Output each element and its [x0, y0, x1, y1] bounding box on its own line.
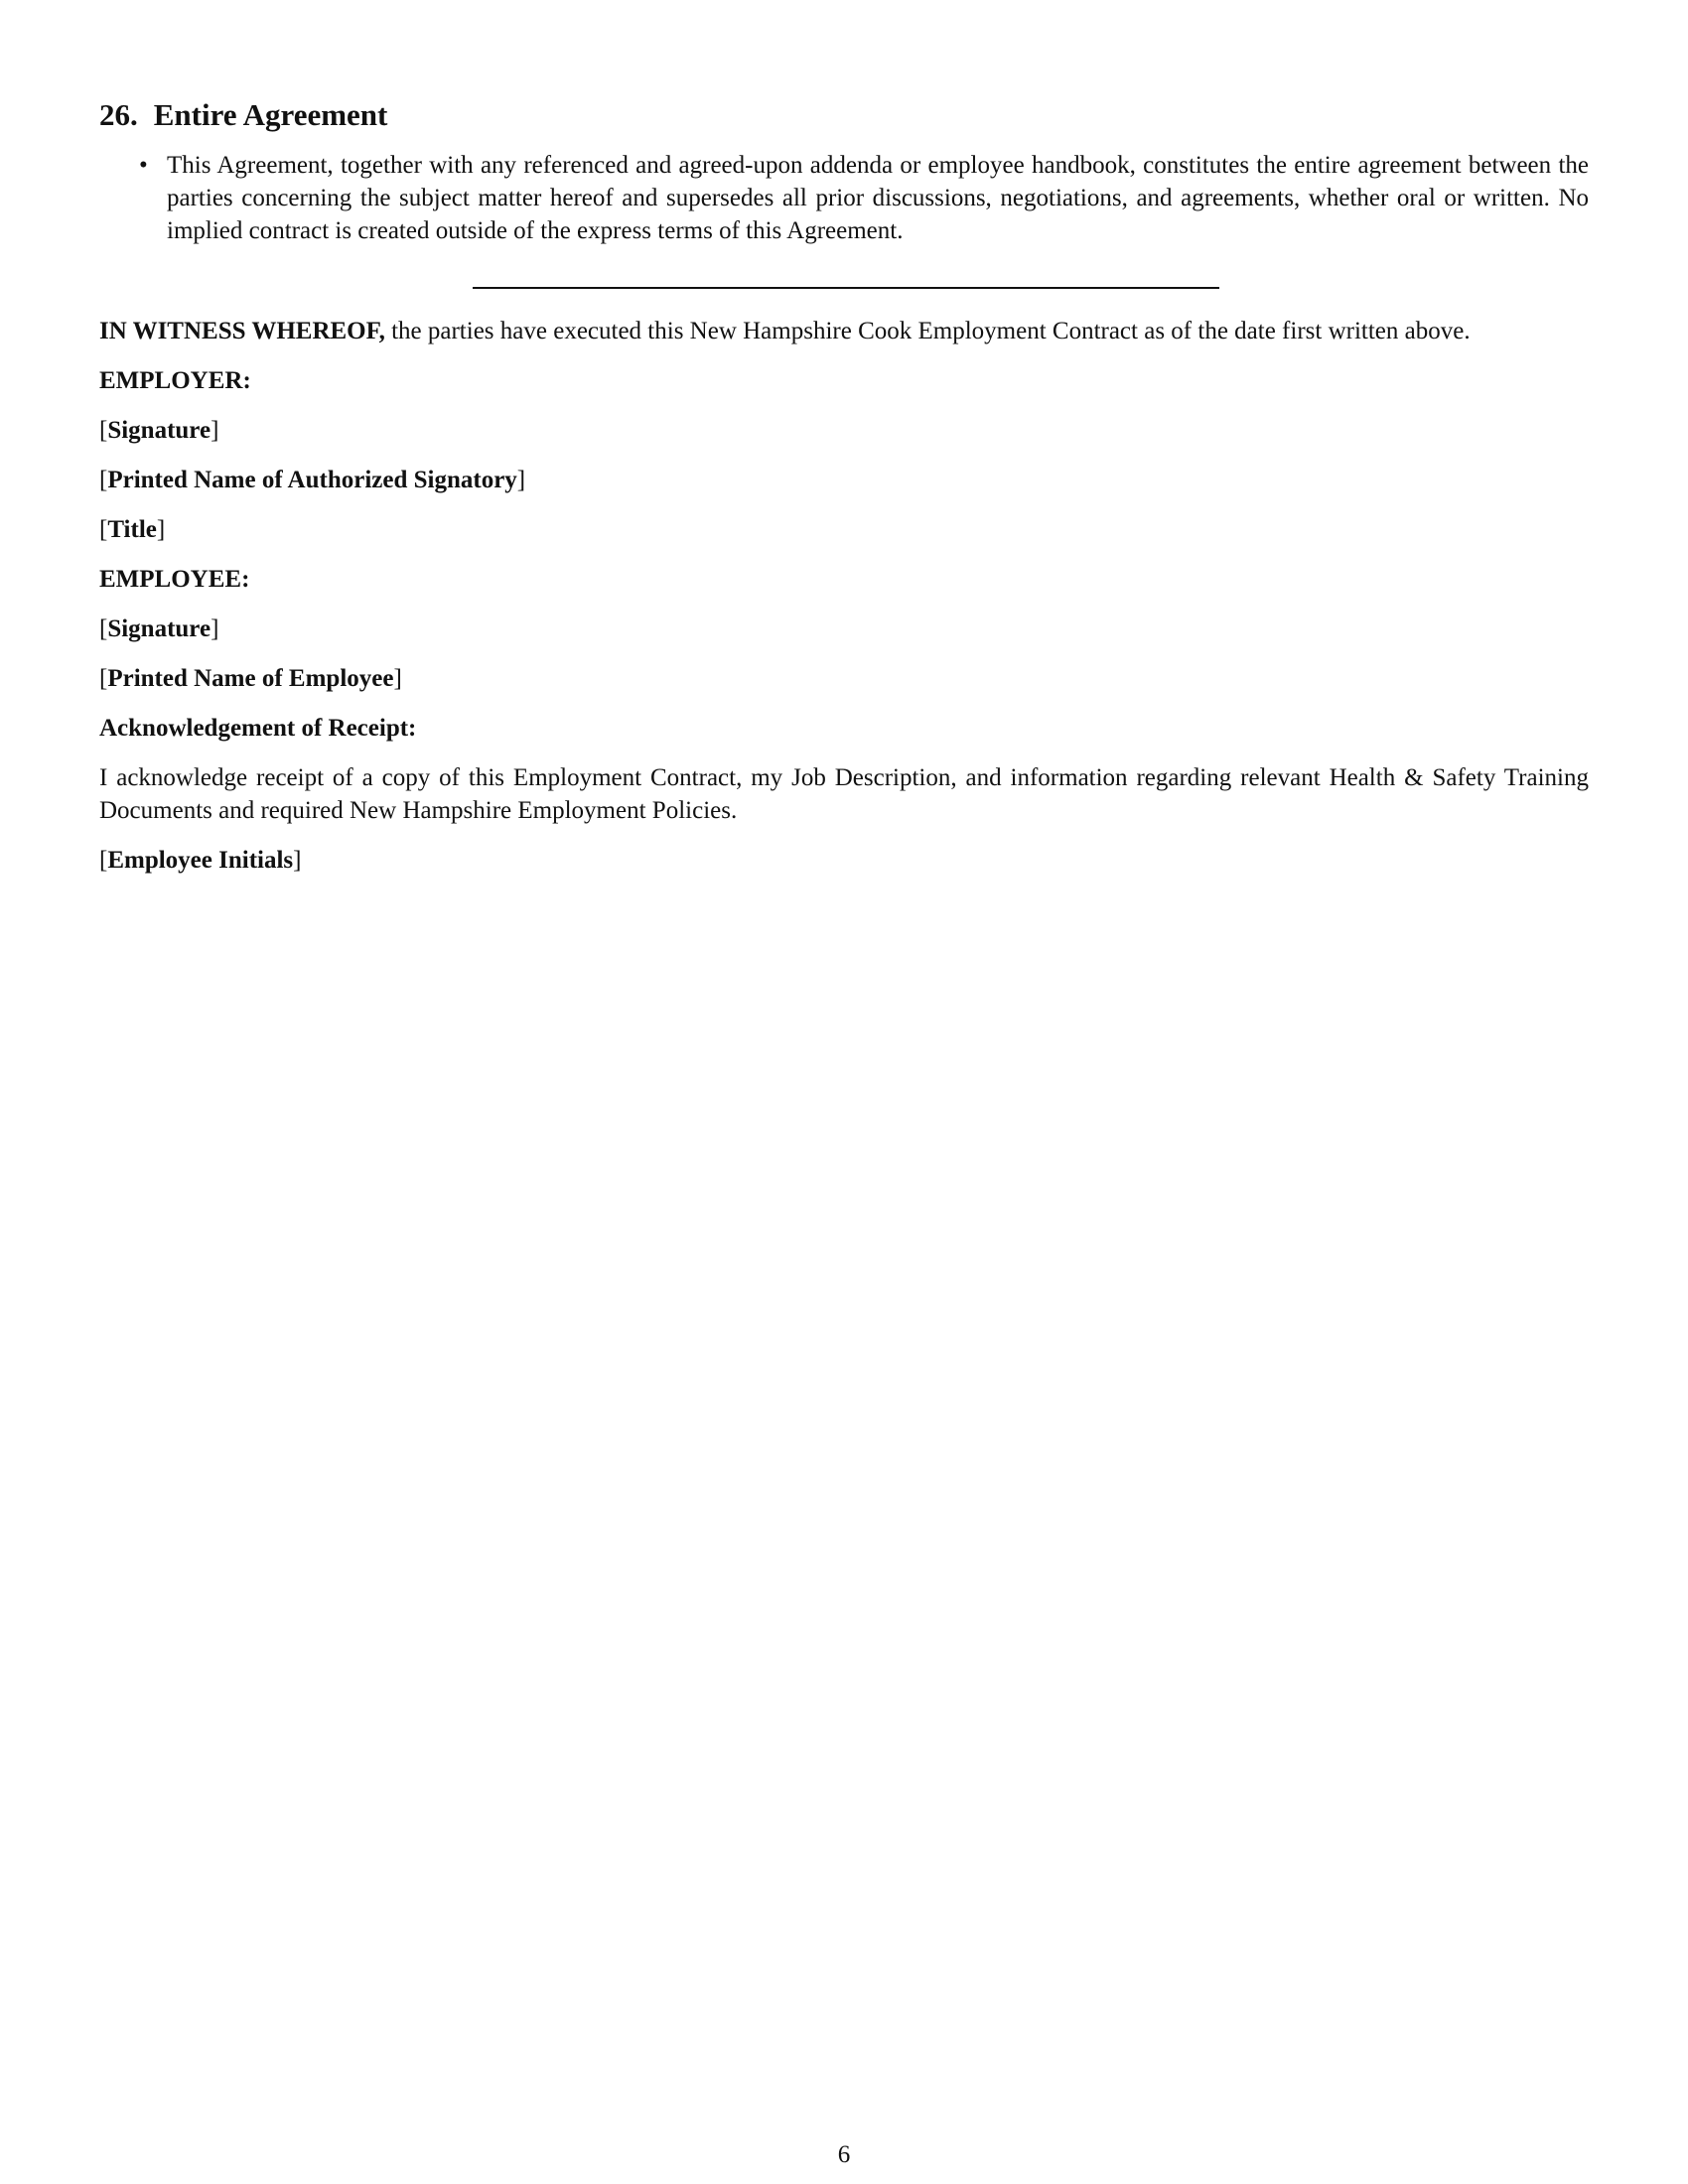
employer-printed-name-label: Printed Name of Authorized Signatory [107, 467, 517, 493]
witness-paragraph [99, 315, 1589, 347]
witness-lead: IN WITNESS WHEREOF, [99, 318, 385, 344]
page-number: 6 [837, 2141, 851, 2168]
section-bullet-list [99, 149, 1589, 247]
employer-signature-placeholder: [Signature] [99, 417, 219, 444]
employee-signature-label: Signature [107, 615, 211, 642]
section-heading [99, 95, 1589, 135]
employee-initials-label: Employee Initials [107, 847, 294, 874]
acknowledgement-heading: Acknowledgement of Receipt: [99, 715, 417, 742]
list-item-text: This Agreement, together with any referenced and agreed-upon addenda or employee handbook, constitutes the entire agreement between the parties concerning the subject matter hereof and supersedes all prior discussions, negotiations, and agreements, whether oral or written. No implied contract is created outside of the express terms of this Agreement. [167, 152, 1589, 244]
bullet-icon: • [139, 152, 148, 179]
horizontal-divider [473, 287, 1219, 289]
witness-text: the parties have executed this New Hampshire Cook Employment Contract as of the date first written above. [384, 318, 1471, 344]
acknowledgement-text: I acknowledge receipt of a copy of this Employment Contract, my Job Description, and information regarding relevant Health & Safety Training Documents and required New Hampshire Employment Policies. [99, 764, 1589, 824]
section-title: Entire Agreement [153, 97, 388, 132]
document-page [99, 95, 1589, 877]
section-number: 26. [99, 97, 138, 132]
employee-heading: EMPLOYEE: [99, 566, 250, 593]
employer-heading: EMPLOYER: [99, 367, 251, 394]
employee-printed-name-placeholder: [Printed Name of Employee] [99, 665, 402, 692]
employer-title-placeholder: [Title] [99, 516, 166, 543]
list-item [139, 149, 1589, 247]
employer-signature-label: Signature [107, 417, 211, 444]
employee-signature-placeholder: [Signature] [99, 615, 219, 642]
employee-initials-placeholder: [Employee Initials] [99, 847, 302, 874]
employer-title-label: Title [107, 516, 157, 543]
employer-printed-name-placeholder: [Printed Name of Authorized Signatory] [99, 467, 526, 493]
employee-printed-name-label: Printed Name of Employee [107, 665, 394, 692]
